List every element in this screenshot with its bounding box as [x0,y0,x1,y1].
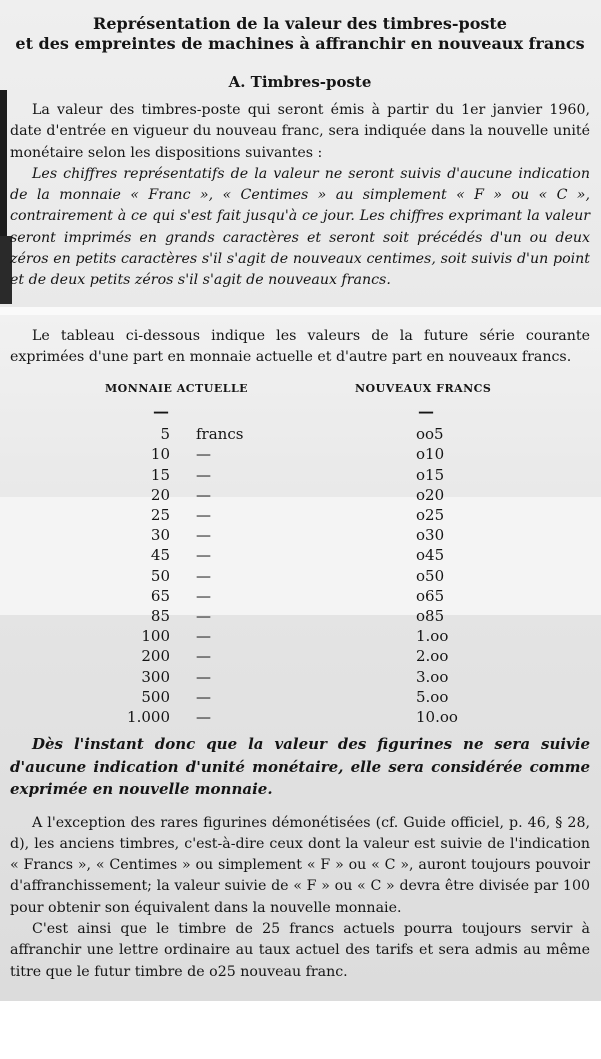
header-new-francs: NOUVEAUX FRANCS [355,382,492,396]
old-value: 85 [150,606,170,625]
old-value: 25 [150,506,170,525]
old-unit: — [196,465,211,484]
table-row [10,646,590,666]
table-row [10,525,590,545]
old-unit: — [196,606,211,625]
document-body [10,14,590,983]
old-value: 200 [141,647,170,666]
old-value: 500 [141,687,170,706]
header-dash-right: — [418,402,434,422]
new-value: 1.oo [416,627,449,646]
table-row [10,545,590,565]
conversion-table [10,424,590,727]
new-value: o20 [416,485,445,504]
old-value: 15 [150,465,170,484]
old-value: 300 [141,667,170,686]
old-value: 1.000 [127,707,170,726]
old-value: 10 [150,445,170,464]
old-unit: — [196,627,211,646]
old-unit: — [196,445,211,464]
conclusion-paragraph: Dès l'instant donc que la valeur des figurines ne sera suivie d'aucune indication d'unité monétaire, elle sera considérée comme exprimée en nouvelle monnaie. [10,735,590,799]
table-row [10,586,590,606]
table-row [10,444,590,464]
old-unit: — [196,647,211,666]
new-value: o45 [416,546,445,565]
rules-paragraph: Les chiffres représentatifs de la valeur ne seront suivis d'aucune indication de la monnaie « Franc », « Centimes » au simplement « F » ou « C », contrairement à ce qui s'est fait jusqu'à ce jour. Les chiffres exprimant la valeur seront imprimés en grands caractères et seront soit précédés d'un ou deux zéros en petits caractères s'il s'agit de nouveaux centimes, soit suivis d'un point et de deux petits zéros s'il s'agit de nouveaux francs. [10,165,590,289]
table-row [10,687,590,707]
table-row [10,485,590,505]
old-value: 50 [150,566,170,585]
table-row [10,505,590,525]
old-value: 30 [150,526,170,545]
section-heading: A. Timbres-poste [228,73,372,91]
old-value: 5 [160,425,170,444]
new-value: 10.oo [416,707,458,726]
new-value: o85 [416,606,445,625]
exception-paragraph: A l'exception des rares figurines démonétisées (cf. Guide officiel, p. 46, § 28, d), les anciens timbres, c'est-à-dire ceux dont la valeur est suivie de l'indication « Francs », « Centimes » ou simplement « F » ou « C », auront toujours pouvoir d'affranchissement; la valeur suivie de « F » ou « C » devra être divisée par 100 pour obtenir son équivalent dans la nouvelle monnaie. [10,814,590,916]
old-value: 65 [150,586,170,605]
old-unit: — [196,566,211,585]
new-value: oo5 [416,425,444,444]
table-row [10,566,590,586]
old-unit: francs [196,425,244,444]
old-unit: — [196,506,211,525]
new-value: o15 [416,465,445,484]
table-header [10,382,590,406]
intro-paragraph: La valeur des timbres-poste qui seront émis à partir du 1er janvier 1960, date d'entrée en vigueur du nouveau franc, sera indiquée dans la nouvelle unité monétaire selon les dispositions suivantes : [10,102,590,161]
old-unit: — [196,687,211,706]
old-unit: — [196,586,211,605]
title-line-2: et des empreintes de machines à affranchir en nouveaux francs [15,34,585,53]
table-row [10,626,590,646]
new-value: o50 [416,566,445,585]
new-value: 3.oo [416,667,449,686]
old-unit: — [196,526,211,545]
header-dashes [10,402,590,424]
table-row [10,606,590,626]
old-unit: — [196,546,211,565]
new-value: o65 [416,586,445,605]
old-value: 20 [150,485,170,504]
old-unit: — [196,485,211,504]
new-value: o10 [416,445,445,464]
table-row [10,465,590,485]
document-title [10,14,590,54]
table-intro-paragraph: Le tableau ci-dessous indique les valeurs de la future série courante exprimées d'une part en monnaie actuelle et d'autre part en nouveaux francs. [10,327,590,365]
old-unit: — [196,667,211,686]
table-row [10,707,590,727]
new-value: 5.oo [416,687,449,706]
old-unit: — [196,707,211,726]
title-line-1: Représentation de la valeur des timbres-poste [93,14,507,33]
example-paragraph: C'est ainsi que le timbre de 25 francs actuels pourra toujours servir à affranchir une lettre ordinaire au taux actuel des tarifs et sera admis au même titre que le futur timbre de o25 nouveau franc. [10,921,590,980]
header-dash-left: — [153,402,169,422]
table-row [10,424,590,444]
table-row [10,667,590,687]
new-value: o30 [416,526,445,545]
old-value: 45 [150,546,170,565]
new-value: 2.oo [416,647,449,666]
new-value: o25 [416,506,445,525]
header-current-currency: MONNAIE ACTUELLE [105,382,249,396]
old-value: 100 [141,627,170,646]
